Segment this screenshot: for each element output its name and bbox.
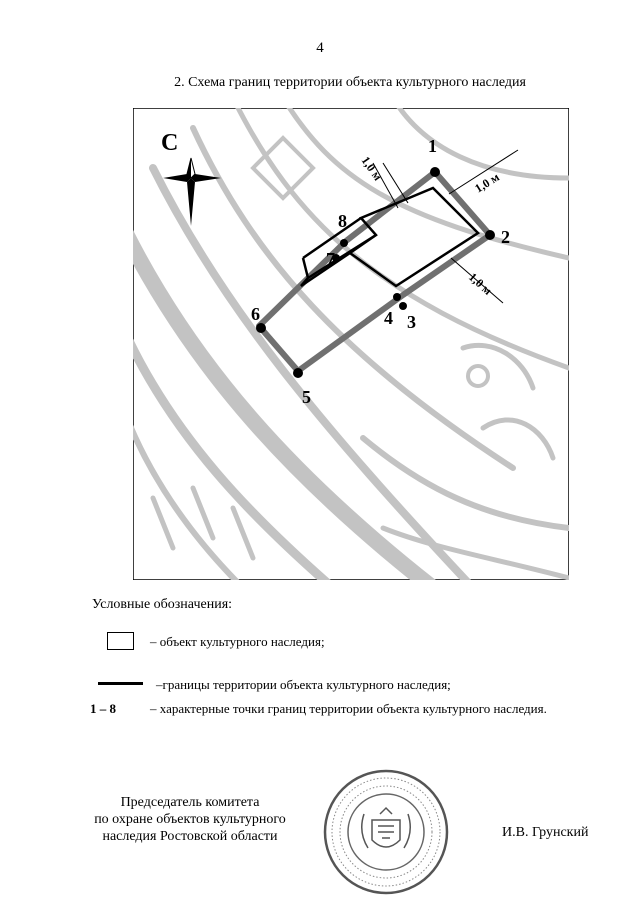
signer-position-line: наследия Ростовской области xyxy=(102,829,278,844)
dimension-label-right-bottom: 1,0 м xyxy=(465,269,495,298)
point-label-3: 3 xyxy=(407,312,416,332)
signer-position xyxy=(85,794,295,845)
legend-item-text: – объект культурного наследия; xyxy=(150,634,325,649)
signer-position-line: по охране объектов культурного xyxy=(94,812,286,827)
legend-item-text: – характерные точки границ территории объекта культурного наследия. xyxy=(150,701,547,716)
signer-name: И.В. Грунский xyxy=(502,825,589,840)
signer-position-line: Председатель комитета xyxy=(120,795,260,810)
point-label-6: 6 xyxy=(251,304,260,324)
points-range-label: 1 – 8 xyxy=(90,701,116,716)
point-label-7: 7 xyxy=(326,249,335,269)
page-title: 2. Схема границ территории объекта культурного наследия xyxy=(174,75,526,90)
boundary-map xyxy=(133,108,569,580)
legend-item-text: –границы территории объекта культурного наследия; xyxy=(156,677,451,692)
compass-north-label: С xyxy=(161,130,179,156)
dimension-label-right-top: 1,0 м xyxy=(472,169,502,196)
point-label-5: 5 xyxy=(302,387,311,407)
legend-title: Условные обозначения: xyxy=(92,597,233,612)
point-label-8: 8 xyxy=(338,211,347,231)
dimension-label-top: 1,0 м xyxy=(358,153,386,184)
point-label-4: 4 xyxy=(384,308,393,328)
thick-line-icon xyxy=(98,682,143,685)
rectangle-outline-icon xyxy=(107,632,134,650)
point-label-2: 2 xyxy=(501,227,510,247)
page-number: 4 xyxy=(316,40,324,56)
official-seal-stamp xyxy=(322,768,450,896)
point-label-1: 1 xyxy=(428,136,437,156)
